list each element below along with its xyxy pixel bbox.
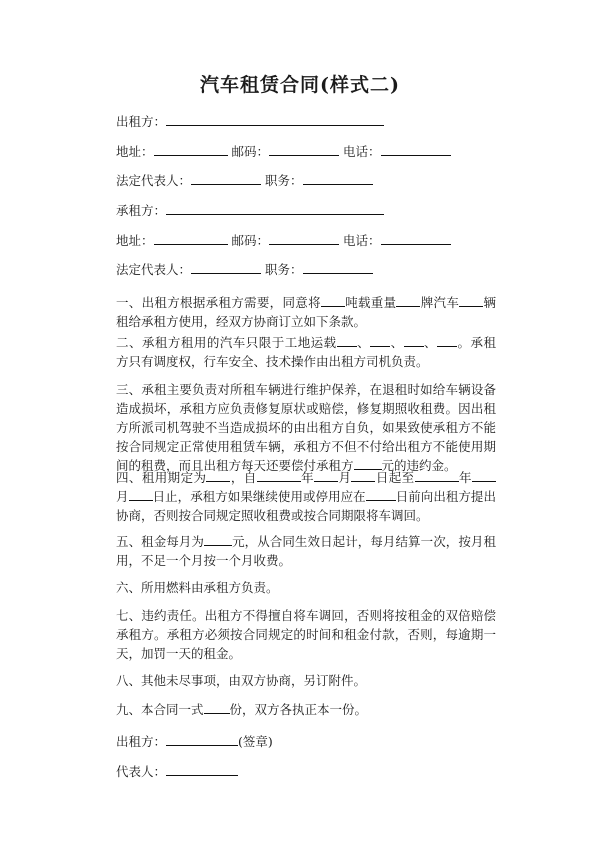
signature-lessor-row [116, 733, 273, 750]
separator: 、 [390, 335, 404, 350]
clause-5-text-a: 五、租金每月为 [116, 534, 204, 549]
clause-9-text-a: 九、本合同一式 [116, 702, 204, 717]
start-month-blank[interactable] [314, 470, 338, 482]
separator: 、 [356, 335, 371, 350]
lessor-position-blank[interactable] [303, 172, 373, 185]
document-title: 汽车租赁合同(样式二) [200, 74, 400, 96]
clause-4-text-c: 日起至 [375, 470, 415, 485]
term-blank[interactable] [206, 470, 230, 482]
lessor-contact-row [116, 143, 451, 160]
lessee-contact-row [116, 232, 451, 249]
year-label: 年 [300, 470, 315, 485]
lessee-address-label: 地址： [116, 233, 154, 248]
lessor-blank[interactable] [166, 113, 384, 126]
lessee-phone-label: 电话： [343, 233, 381, 248]
signature-rep-label: 代表人： [116, 764, 167, 779]
start-year-blank[interactable] [257, 470, 301, 482]
lessee-phone-blank[interactable] [381, 232, 451, 245]
lessor-legal-rep-blank[interactable] [191, 172, 261, 185]
lessor-address-label: 地址： [116, 144, 154, 159]
lessor-rep-row [116, 172, 373, 189]
year-label: 年 [458, 470, 472, 485]
lessee-position-blank[interactable] [303, 261, 373, 274]
cargo-blank-1[interactable] [337, 335, 357, 347]
clause-6: 六、所用燃料由承租方负责。 [116, 580, 279, 595]
signature-lessor-label: 出租方： [116, 734, 167, 749]
lessee-address-blank[interactable] [154, 232, 228, 245]
lessee-legal-rep-blank[interactable] [191, 261, 261, 274]
signature-lessor-blank[interactable] [166, 733, 238, 746]
clause-4 [116, 468, 496, 525]
lessor-row [116, 113, 384, 130]
signature-rep-blank[interactable] [166, 763, 238, 776]
cargo-blank-4[interactable] [437, 335, 457, 347]
clause-1-text-b: 吨载重量 [344, 295, 397, 310]
clause-1 [116, 293, 496, 331]
month-label: 月 [116, 489, 129, 504]
clause-9 [116, 700, 496, 719]
lessee-postcode-blank[interactable] [269, 232, 339, 245]
end-month-blank[interactable] [472, 470, 496, 482]
cargo-blank-2[interactable] [370, 335, 390, 347]
clause-2 [116, 333, 496, 371]
seal-label: (签章) [238, 734, 273, 749]
clause-2-text-b: 。承租方只有调度权，行车安全、技术操作由出租方司机负责。 [116, 335, 496, 369]
notice-days-blank[interactable] [366, 489, 396, 501]
clause-3 [116, 380, 496, 475]
clause-4-text-d: 日止，承租方如果继续使用或停用应在 [152, 489, 366, 504]
lessor-phone-blank[interactable] [381, 143, 451, 156]
clause-1-text-a: 一、出租方根据承租方需要，同意将 [116, 295, 321, 310]
clause-1-text-d: 辆租给承租方使用，经双方协商订立如下条款。 [116, 295, 496, 329]
lessee-rep-row [116, 261, 373, 278]
lessor-address-blank[interactable] [154, 143, 228, 156]
separator: 、 [423, 335, 438, 350]
clause-3-text-b: 元的违约金。 [381, 458, 457, 473]
lessor-position-label: 职务： [265, 173, 303, 188]
clause-9-text-b: 份，双方各执正本一份。 [229, 702, 368, 717]
monthly-rent-blank[interactable] [204, 534, 232, 546]
end-year-blank[interactable] [415, 470, 459, 482]
copies-blank[interactable] [204, 702, 230, 714]
lessor-postcode-blank[interactable] [269, 143, 339, 156]
lessor-legal-rep-label: 法定代表人： [116, 173, 192, 188]
brand-blank[interactable] [396, 295, 420, 307]
clause-3-text-a: 三、承租主要负责对所租车辆进行维护保养，在退租时如给车辆设备造成损坏，承租方应负责修复原状或赔偿，修复期照收租费。因出租方所派司机驾驶不当造成损坏的由出租方自负，如果致使承租方不能按合同规定正常使用租赁车辆，承租方不但不付给出租方不能使用期间的租费，而且出租方每天还要偿付承租方 [116, 382, 496, 473]
clause-4-text-a: 四、租用期定为 [116, 470, 207, 485]
lessor-phone-label: 电话： [343, 144, 381, 159]
lessee-blank[interactable] [166, 202, 384, 215]
end-day-blank[interactable] [129, 489, 153, 501]
clause-5 [116, 532, 496, 570]
signature-rep-row [116, 763, 238, 780]
month-label: 月 [338, 470, 352, 485]
clause-2-text-a: 二、承租方租用的汽车只限于工地运载 [116, 335, 337, 350]
lessee-position-label: 职务： [265, 262, 303, 277]
clause-8: 八、其他未尽事项，由双方协商，另订附件。 [116, 673, 367, 688]
clause-5-text-b: 元，从合同生效日起计，每月结算一次，按月租用，不足一个月按一个月收费。 [116, 534, 496, 568]
cargo-blank-3[interactable] [404, 335, 424, 347]
lessee-label: 承租方： [116, 203, 167, 218]
vehicle-count-blank[interactable] [459, 295, 483, 307]
start-day-blank[interactable] [351, 470, 375, 482]
clause-4-text-b: ，自 [230, 470, 257, 485]
clause-4-text-e: 日前向出租方提出协商，否则按合同规定照收租费或按合同期限将车调回。 [116, 489, 496, 523]
clause-7: 七、违约责任。出租方不得擅自将车调回，否则将按租金的双倍赔偿承租方。承租方必须按合同规定的时间和租金付款，否则，每逾期一天，加罚一天的租金。 [116, 608, 496, 661]
tonnage-blank[interactable] [321, 295, 345, 307]
lessee-postcode-label: 邮码： [231, 233, 270, 248]
lessor-postcode-label: 邮码： [231, 144, 270, 159]
lessee-legal-rep-label: 法定代表人： [116, 262, 192, 277]
lessor-label: 出租方： [116, 114, 167, 129]
lessee-row [116, 202, 384, 219]
clause-1-text-c: 牌汽车 [420, 295, 460, 310]
